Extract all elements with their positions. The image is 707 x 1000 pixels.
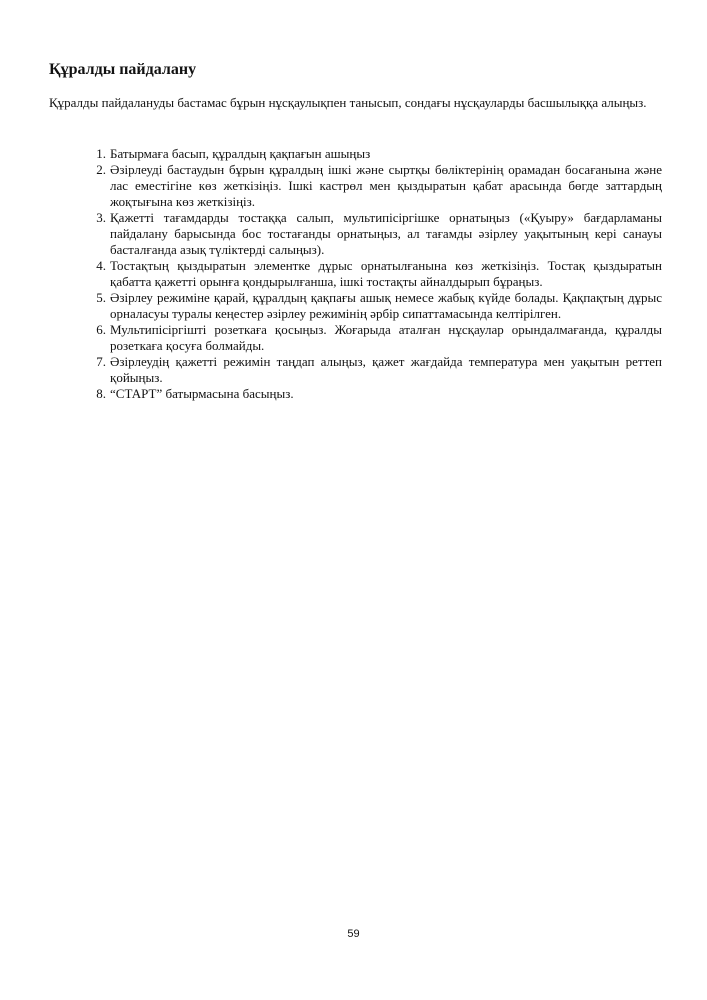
instruction-list: [88, 146, 662, 402]
list-item: [88, 386, 662, 402]
list-item-number: 1.: [96, 146, 106, 161]
section-title: Құралды пайдалану: [49, 61, 197, 78]
list-item-number: 2.: [96, 162, 106, 177]
list-item-text: Қажетті тағамдарды тостаққа салып, мультипісіргішке орнатыңыз («Қуыру» бағдарламаны пайдалану барысында бос тостағанды орнатыңыз, ал тағамды әзірлеу уақытының кері санауы басталғанда азық түліктерді салыңыз).: [110, 210, 662, 257]
list-item-text: “СТАРТ” батырмасына басыңыз.: [110, 386, 294, 401]
list-item: [88, 258, 662, 290]
list-item-number: 3.: [96, 210, 106, 225]
list-item: [88, 162, 662, 210]
list-item-number: 6.: [96, 322, 106, 337]
list-item-text: Әзірлеудің қажетті режимін таңдап алыңыз, қажет жағдайда температура мен уақытын реттеп қойыңыз.: [110, 354, 662, 385]
page-number: 59: [347, 928, 360, 940]
list-item-text: Әзірлеуді бастаудын бұрын құралдың ішкі және сыртқы бөліктерінің орамадан босағанына және лас еместігіне көз жеткізіңіз. Ішкі кастрөл мен қыздыратын қабат арасында бөгде заттардың жоқтығына көз жеткізіңіз.: [110, 162, 662, 209]
list-item-number: 4.: [96, 258, 106, 273]
list-item-number: 7.: [96, 354, 106, 369]
list-item-number: 5.: [96, 290, 106, 305]
list-item-text: Мультипісіргішті розеткаға қосыңыз. Жоғарыда аталған нұсқаулар орындалмағанда, құралды розеткаға қосуға болмайды.: [110, 322, 662, 353]
list-item-text: Әзірлеу режиміне қарай, құралдың қақпағы ашық немесе жабық күйде болады. Қақпақтың дұрыс орналасуы туралы кеңестер әзірлеу режимінің әрбір сипаттамасында келтірілген.: [110, 290, 662, 321]
list-item: [88, 290, 662, 322]
list-item-text: Батырмаға басып, құралдың қақпағын ашыңыз: [110, 146, 371, 161]
intro-paragraph: Құралды пайдалануды бастамас бұрын нұсқаулықпен танысып, сондағы нұсқауларды басшылыққа алыңыз.: [49, 95, 647, 110]
list-item: [88, 354, 662, 386]
list-item: [88, 210, 662, 258]
list-item: [88, 322, 662, 354]
list-item-number: 8.: [96, 386, 106, 401]
list-item: [88, 146, 662, 162]
list-item-text: Тостақтың қыздыратын элементке дұрыс орнатылғанына көз жеткізіңіз. Тостақ қыздыратын қабатта қажетті орынға қондырылғанша, ішкі тостақты айналдырып бұраңыз.: [110, 258, 662, 289]
